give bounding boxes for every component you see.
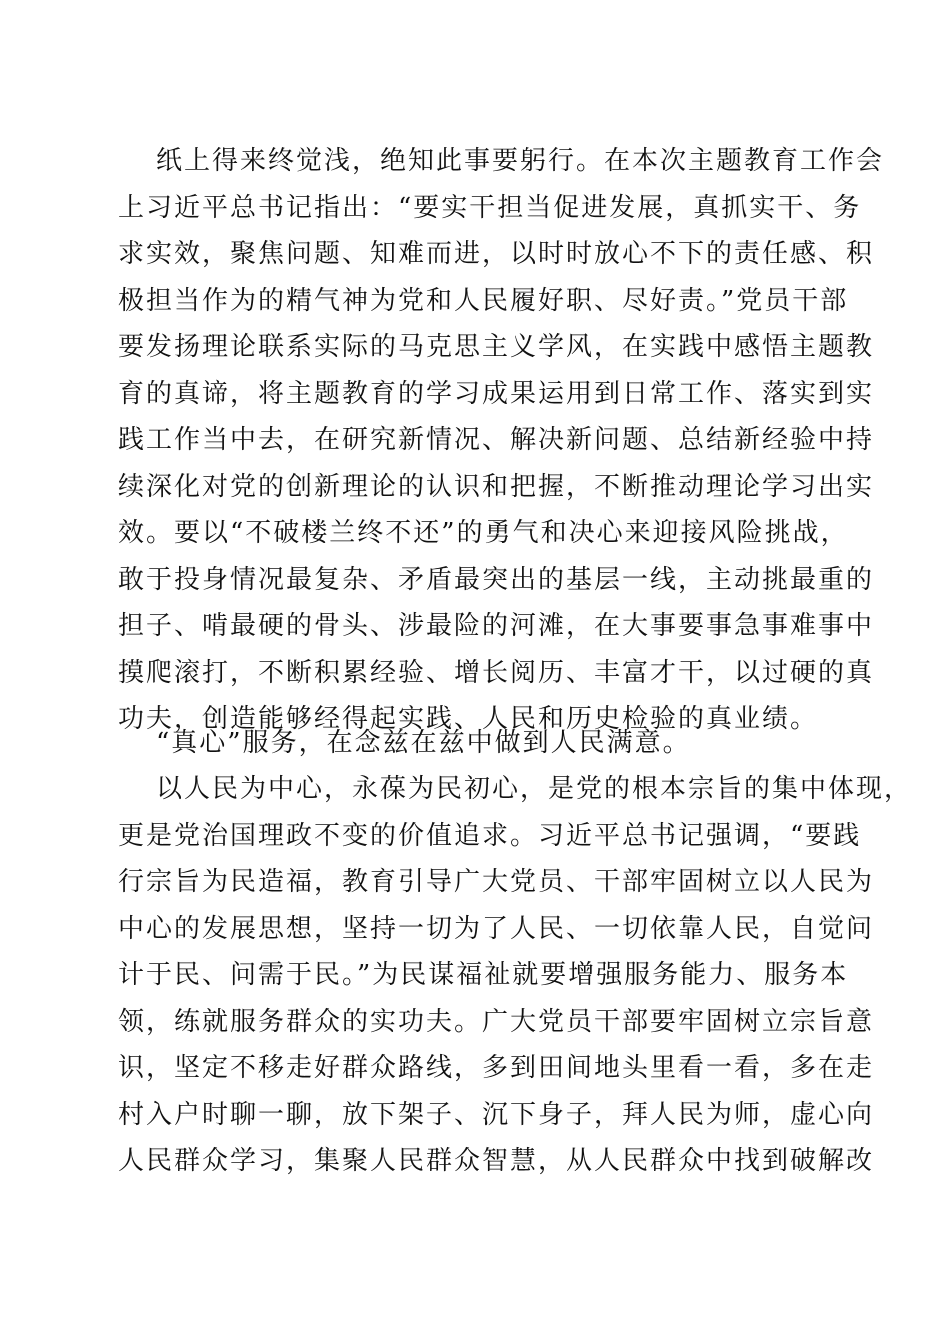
paragraph-practice xyxy=(118,138,885,743)
text-line: 续深化对党的创新理论的认识和把握，不断推动理论学习出实 xyxy=(118,471,875,502)
text-line: 求实效，聚焦问题、知难而进，以时时放心不下的责任感、积 xyxy=(118,239,875,269)
text-line: 功夫，创造能够经得起实践、人民和历史检验的真业绩。 xyxy=(118,704,819,734)
text-line: 中心的发展思想，坚持一切为了人民、一切依靠人民，自觉问 xyxy=(118,913,875,944)
text-line: 育的真谛，将主题教育的学习成果运用到日常工作、落实到实 xyxy=(118,378,875,409)
text-line: 极担当作为的精气神为党和人民履好职、尽好责。”党员干部 xyxy=(118,285,849,316)
text-line: 以人民为中心，永葆为民初心，是党的根本宗旨的集中体现， xyxy=(156,774,913,804)
text-line: 担子、啃最硬的骨头、涉最险的河滩，在大事要事急事难事中 xyxy=(118,611,875,641)
text-line: 践工作当中去，在研究新情况、解决新问题、总结新经验中持 xyxy=(118,425,875,455)
text-line: 识，坚定不移走好群众路线，多到田间地头里看一看，多在走 xyxy=(118,1053,875,1083)
text-line: 敢于投身情况最复杂、矛盾最突出的基层一线，主动挑最重的 xyxy=(118,564,875,595)
text-line: 上习近平总书记指出：“要实干担当促进发展，真抓实干、务 xyxy=(118,192,862,223)
text-line: 人民群众学习，集聚人民群众智慧，从人民群众中找到破解改 xyxy=(118,1146,875,1176)
text-line: 更是党治国理政不变的价值追求。习近平总书记强调，“要践 xyxy=(118,820,862,851)
text-line: 计于民、问需于民。”为民谋福祉就要增强服务能力、服务本 xyxy=(118,960,849,990)
text-line: 行宗旨为民造福，教育引导广大党员、干部牢固树立以人民为 xyxy=(118,867,875,897)
section-heading xyxy=(118,720,838,767)
text-line: 纸上得来终觉浅，绝知此事要躬行。在本次主题教育工作会 xyxy=(156,146,885,176)
text-line: 效。要以“不破楼兰终不还”的勇气和决心来迎接风险挑战， xyxy=(118,518,849,548)
text-line: 要发扬理论联系实际的马克思主义学风，在实践中感悟主题教 xyxy=(118,332,875,362)
heading-line: “真心”服务，在念兹在兹中做到人民满意。 xyxy=(156,728,691,758)
text-line: 摸爬滚打，不断积累经验、增长阅历、丰富才干，以过硬的真 xyxy=(118,657,875,688)
text-line: 村入户时聊一聊，放下架子、沉下身子，拜人民为师，虚心向 xyxy=(118,1099,875,1130)
paragraph-service xyxy=(118,766,913,1185)
text-line: 领，练就服务群众的实功夫。广大党员干部要牢固树立宗旨意 xyxy=(118,1006,875,1037)
